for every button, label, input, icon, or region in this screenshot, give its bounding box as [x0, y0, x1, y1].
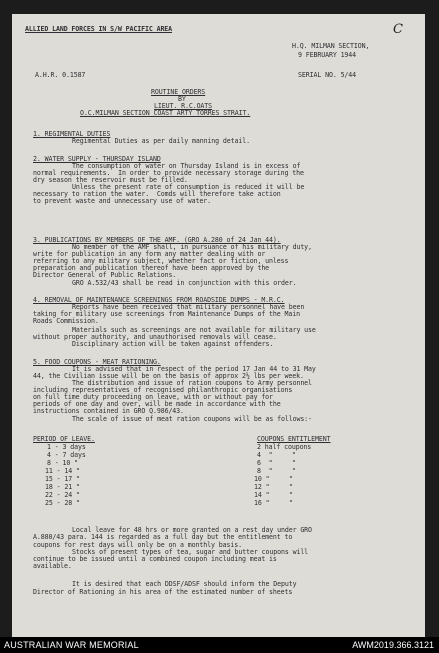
section-2-heading: 2. WATER SUPPLY - THURSDAY ISLAND — [33, 155, 161, 163]
title-line-4: O.C.MILMAN SECTION COAST ARTY TORRES STRAIT. — [80, 109, 251, 117]
table-cell-period: 25 - 28 " — [45, 499, 80, 507]
table-cell-coupons: 2 half coupons — [257, 443, 312, 451]
table-cell-period: 4 - 7 days — [47, 451, 86, 459]
section-4-heading: 4. REMOVAL OF MAINTENANCE SCREENINGS FROM ROADSIDE DUMPS - M.R.C. — [33, 296, 285, 304]
closing-line: continue to be issued until a combined coupon including meat is — [33, 555, 277, 563]
table-cell-coupons: 10 " " — [254, 475, 293, 483]
table-cell-period: 1 - 3 days — [47, 443, 86, 451]
table-cell-period: 15 - 17 " — [45, 475, 80, 483]
section-3-line: No member of the AMF shall, in pursuance of his military duty, — [72, 243, 312, 251]
section-3-heading: 3. PUBLICATIONS BY MEMBERS OF THE AMF. (GRO A.280 of 24 Jan 44). — [33, 236, 281, 244]
section-2-line: The consumption of water on Thursday Island is in excess of — [72, 162, 301, 170]
section-5-line: The distribution and issue of ration coupons to Army personnel — [72, 379, 312, 387]
section-4-line: Reports have been received that military personnel have been — [72, 303, 305, 311]
section-4-line: taking for military use screenings from Maintenance Dumps of the Main — [33, 310, 301, 318]
section-4-line: Disciplinary action will be taken against offenders. — [72, 340, 274, 348]
table-cell-period: 18 - 21 " — [45, 483, 80, 491]
section-2-line: dry season the reservoir must be filled. — [33, 176, 188, 184]
section-3-line: GRO A.532/43 shall be read in conjunction with this order. — [72, 279, 297, 287]
section-3-line: write for publication in any form any matter dealing with or — [33, 250, 266, 258]
section-3-line: preparation and publication thereof have been approved by the — [33, 264, 270, 272]
archive-footer — [0, 637, 439, 653]
accession-number: AWM2019.366.3121 — [352, 640, 434, 650]
section-4-line: Roads Commission. — [33, 317, 99, 325]
section-5-line: The scale of issue of meat ration coupons will be as follows:- — [72, 415, 312, 423]
section-5-heading: 5. FOOD COUPONS - MEAT RATIONING. — [33, 358, 161, 366]
closing-line: It is desired that each DDSF/ADSF should inform the Deputy — [72, 580, 297, 588]
hq-location: H.Q. MILMAN SECTION, — [292, 42, 370, 50]
table-cell-coupons: 4 " " — [257, 451, 296, 459]
area-heading: ALLIED LAND FORCES IN S/W PACIFIC AREA — [25, 25, 173, 33]
section-4-line: without proper authority, and unauthorised removals will cease. — [33, 333, 277, 341]
coupons-entitlement-header: COUPONS ENTITLEMENT — [257, 435, 331, 443]
table-cell-period: 8 - 10 " — [47, 459, 78, 467]
table-cell-coupons: 6 " " — [257, 459, 296, 467]
closing-line: available. — [33, 562, 72, 570]
section-5-line: 44, the Civilian issue will be on the basis of approx 2½ lbs per week. — [33, 372, 304, 380]
table-cell-coupons: 16 " " — [254, 499, 293, 507]
section-2-line: necessary to ration the water. Comds will therefore take action — [33, 190, 281, 198]
section-2-line: normal requirements. In order to provide necessary storage during the — [33, 169, 304, 177]
title-line-3: LIEUT. R.C.OATS — [154, 102, 213, 110]
section-5-line: instructions contained in GRO Q.986/43. — [33, 407, 184, 415]
section-3-line: referring to any military subject, whether fact or fiction, unless — [33, 257, 289, 265]
document-page — [12, 14, 425, 637]
section-2-line: to prevent waste and unnecessary use of water. — [33, 197, 212, 205]
section-5-line: It is advised that in respect of the period 17 Jan 44 to 31 May — [72, 365, 316, 373]
reference-number: A.H.R. 0.1587 — [35, 71, 86, 79]
section-2-line: Unless the present rate of consumption is reduced it will be — [72, 183, 305, 191]
closing-line: Director of Rationing in his area of the estimated number of sheets — [33, 588, 293, 596]
table-cell-coupons: 8 " " — [257, 467, 296, 475]
title-line-1: ROUTINE ORDERS — [151, 88, 206, 96]
section-5-line: on full time duty proceeding on leave, with or without pay for — [33, 393, 273, 401]
table-cell-period: 22 - 24 " — [45, 491, 80, 499]
section-5-line: periods of one day and over, will be made in accordance with the — [33, 400, 281, 408]
closing-line: A.880/43 para. 144 is regarded as a full day but the entitlement to — [33, 533, 293, 541]
section-1-heading: 1. REGIMENTAL DUTIES — [33, 130, 111, 138]
institution-name: AUSTRALIAN WAR MEMORIAL — [4, 640, 139, 650]
section-1-line: Regimental Duties as per daily manning detail. — [72, 137, 251, 145]
closing-line: Stocks of present types of tea, sugar and butter coupons will — [72, 548, 309, 556]
table-cell-coupons: 12 " " — [254, 483, 293, 491]
section-5-line: including representatives of recognised philanthropic organisations — [33, 386, 293, 394]
order-date: 9 FEBRUARY 1944 — [298, 51, 357, 59]
table-cell-coupons: 14 " " — [254, 491, 293, 499]
closing-line: coupons for rest days will only be on a monthly basis. — [33, 541, 242, 549]
period-of-leave-header: PERIOD OF LEAVE. — [33, 435, 95, 443]
section-4-line: Materials such as screenings are not available for military use — [72, 326, 316, 334]
table-cell-period: 11 - 14 " — [45, 467, 80, 475]
serial-number: SERIAL NO. 5/44 — [298, 71, 357, 79]
section-3-line: Director General of Public Relations. — [33, 271, 177, 279]
closing-line: Local leave for 48 hrs or more granted on a rest day under GRO — [72, 526, 312, 534]
title-line-2: BY — [178, 95, 186, 103]
handwritten-c: C — [393, 22, 403, 37]
